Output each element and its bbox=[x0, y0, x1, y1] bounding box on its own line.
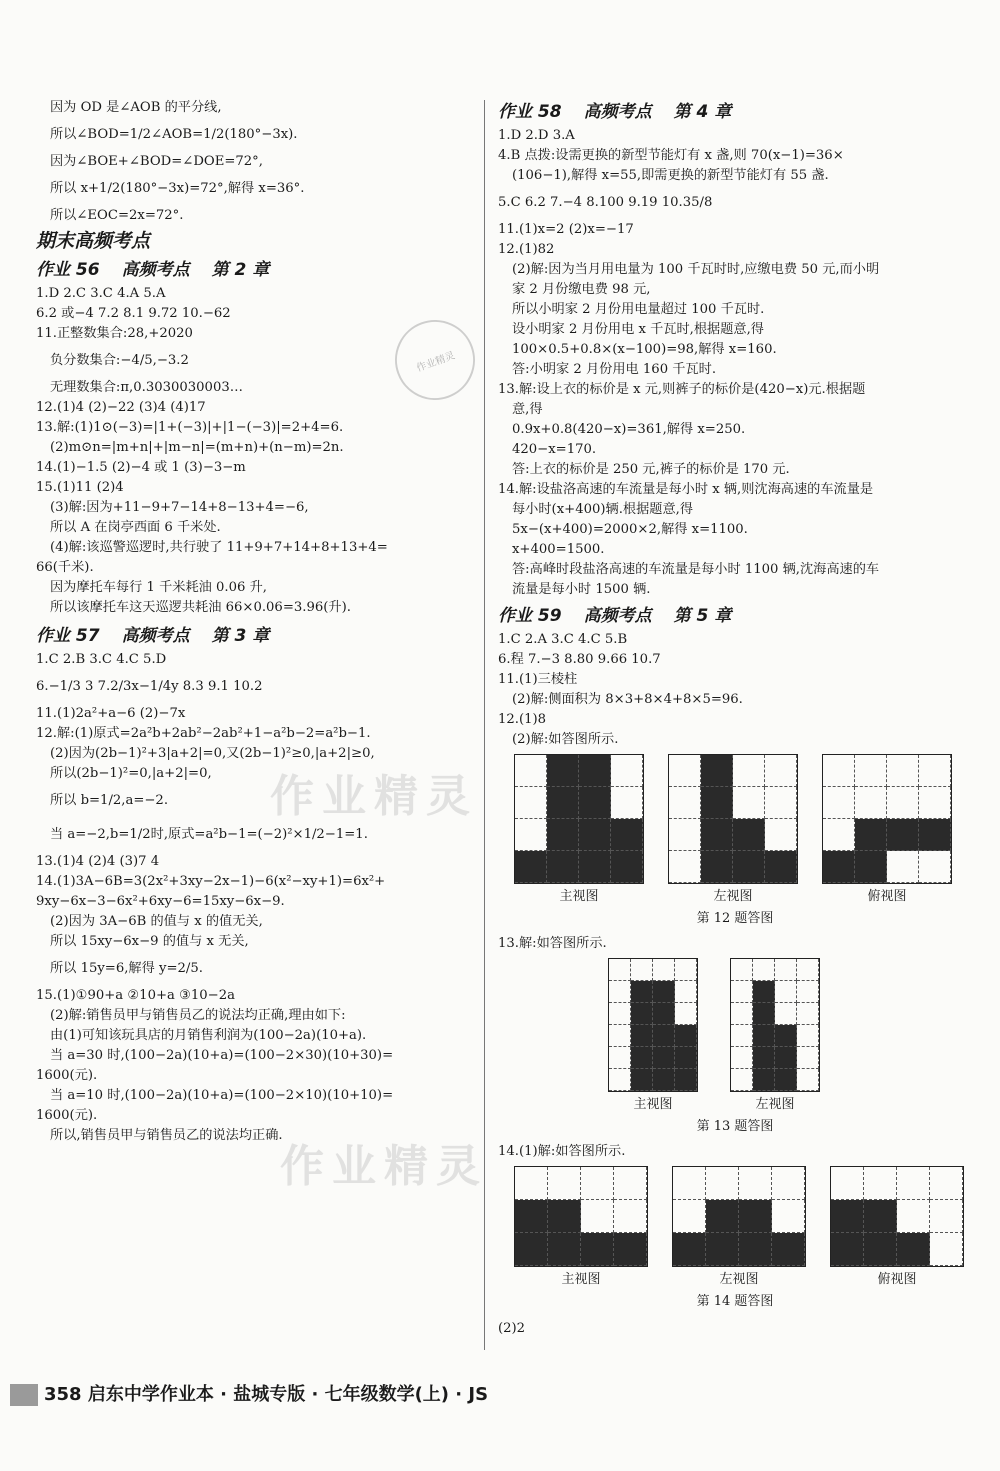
view-grid bbox=[608, 958, 698, 1092]
answer-line: 11.(1)三棱柱 bbox=[498, 672, 578, 687]
grid-cell bbox=[611, 755, 643, 787]
page-footer bbox=[0, 1378, 1000, 1412]
answer-line: 所以∠EOC=2x=72°. bbox=[50, 208, 184, 223]
answer-line: 13.(1)4 (2)4 (3)7 4 bbox=[36, 854, 160, 869]
answer-line: 所以该摩托车这天巡逻共耗油 66×0.06=3.96(升). bbox=[50, 600, 351, 615]
grid-cell bbox=[581, 1200, 614, 1233]
grid-cell bbox=[579, 755, 611, 787]
answer-line: 1.C 2.B 3.C 4.C 5.D bbox=[36, 652, 167, 667]
grid-cell bbox=[765, 787, 797, 819]
grid-cell bbox=[797, 1047, 819, 1069]
answer-line: 当 a=10 时,(100−2a)(10+a)=(100−2×10)(10+10)= bbox=[50, 1088, 394, 1103]
answer-line: 0.9x+0.8(420−x)=361,解得 x=250. bbox=[512, 422, 746, 437]
grid-cell bbox=[919, 851, 951, 883]
answer-line: 每小时(x+400)辆.根据题意,得 bbox=[512, 502, 694, 517]
grid-cell bbox=[887, 787, 919, 819]
grid-cell bbox=[739, 1233, 772, 1266]
q14-part2: (2)2 bbox=[498, 1321, 526, 1336]
header-part: 第 4 章 bbox=[673, 102, 732, 122]
view-figure bbox=[672, 1166, 806, 1289]
grid-cell bbox=[797, 959, 819, 981]
grid-cell bbox=[753, 1069, 775, 1091]
q13-line: 13.解:如答图所示. bbox=[498, 936, 607, 951]
grid-cell bbox=[823, 787, 855, 819]
grid-cell bbox=[673, 1167, 706, 1200]
view-label: 左视图 bbox=[719, 1272, 759, 1287]
grid-cell bbox=[797, 1069, 819, 1091]
grid-cell bbox=[930, 1233, 963, 1266]
answer-line: 答:小明家 2 月份用电 160 千瓦时. bbox=[512, 362, 717, 377]
answer-line: 设小明家 2 月份用电 x 千瓦时,根据题意,得 bbox=[512, 322, 764, 337]
column-divider bbox=[484, 100, 485, 1350]
answer-line: 所以(2b−1)²=0,|a+2|=0, bbox=[50, 766, 212, 781]
grid-cell bbox=[797, 981, 819, 1003]
answer-line: 14.解:设盐洛高速的车流量是每小时 x 辆,则沈海高速的车流量是 bbox=[498, 482, 874, 497]
answer-line: 6.−1/3 3 7.2/3x−1/4y 8.3 9.1 10.2 bbox=[36, 679, 263, 694]
figure-row bbox=[498, 754, 972, 906]
grid-cell bbox=[669, 819, 701, 851]
figure-caption: 第 13 题答图 bbox=[696, 1119, 774, 1134]
header-part: 第 3 章 bbox=[211, 626, 270, 646]
answer-line: 所以小明家 2 月份用电量超过 100 千瓦时. bbox=[512, 302, 765, 317]
grid-cell bbox=[609, 959, 631, 981]
grid-cell bbox=[631, 959, 653, 981]
grid-cell bbox=[611, 819, 643, 851]
view-grid bbox=[668, 754, 798, 884]
grid-cell bbox=[547, 819, 579, 851]
grid-cell bbox=[855, 851, 887, 883]
grid-cell bbox=[675, 959, 697, 981]
answer-line: 所以∠BOD=1/2∠AOB=1/2(180°−3x). bbox=[50, 127, 298, 142]
answer-line: (2)因为(2b−1)²+3|a+2|=0,又(2b−1)²≥0,|a+2|≥0, bbox=[50, 746, 375, 761]
grid-cell bbox=[930, 1167, 963, 1200]
answer-line: (2)因为 3A−6B 的值与 x 的值无关, bbox=[50, 914, 263, 929]
answer-line: (3)解:因为+11−9+7−14+8−13+4=−6, bbox=[50, 500, 309, 515]
grid-cell bbox=[765, 819, 797, 851]
answer-line: 当 a=30 时,(100−2a)(10+a)=(100−2×30)(10+30)= bbox=[50, 1048, 394, 1063]
grid-cell bbox=[675, 981, 697, 1003]
grid-cell bbox=[653, 1025, 675, 1047]
grid-cell bbox=[515, 1167, 548, 1200]
view-grid bbox=[822, 754, 952, 884]
answer-line: 12.(1)82 bbox=[498, 242, 555, 257]
grid-cell bbox=[611, 851, 643, 883]
view-label: 主视图 bbox=[561, 1272, 601, 1287]
answer-line: 11.(1)x=2 (2)x=−17 bbox=[498, 222, 634, 237]
answer-line: 所以 b=1/2,a=−2. bbox=[50, 793, 169, 808]
grid-cell bbox=[733, 787, 765, 819]
grid-cell bbox=[772, 1167, 805, 1200]
answer-line: 答:上衣的标价是 250 元,裤子的标价是 170 元. bbox=[512, 462, 790, 477]
answer-line: 13.解:设上衣的标价是 x 元,则裤子的标价是(420−x)元.根据题 bbox=[498, 382, 866, 397]
answer-line: 答:高峰时段盐洛高速的车流量是每小时 1100 辆,沈海高速的车 bbox=[512, 562, 880, 577]
answer-line: 12.(1)4 (2)−22 (3)4 (4)17 bbox=[36, 400, 206, 415]
grid-cell bbox=[701, 819, 733, 851]
header-part: 高频考点 bbox=[121, 626, 190, 646]
grid-cell bbox=[631, 1047, 653, 1069]
answer-line: x+400=1500. bbox=[512, 542, 605, 557]
grid-cell bbox=[581, 1233, 614, 1266]
q14-line: 14.(1)解:如答图所示. bbox=[498, 1144, 626, 1159]
grid-cell bbox=[823, 851, 855, 883]
answer-line: 所以 A 在岗亭西面 6 千米处. bbox=[50, 520, 221, 535]
grid-cell bbox=[614, 1200, 647, 1233]
answer-line: 4.B 点拨:设需更换的新型节能灯有 x 盏,则 70(x−1)=36× bbox=[498, 148, 844, 163]
grid-cell bbox=[765, 755, 797, 787]
grid-cell bbox=[733, 851, 765, 883]
answer-line: 1600(元). bbox=[36, 1108, 98, 1123]
view-grid bbox=[672, 1166, 806, 1267]
grid-cell bbox=[706, 1200, 739, 1233]
header-part: 作业 56 bbox=[36, 260, 100, 280]
homework-57 bbox=[36, 622, 472, 1146]
grid-cell bbox=[653, 959, 675, 981]
answer-line: 9xy−6x−3−6x²+6xy−6=15xy−6x−9. bbox=[36, 894, 285, 909]
answer-line: 家 2 月份缴电费 98 元, bbox=[512, 282, 651, 297]
grid-cell bbox=[614, 1233, 647, 1266]
homework-56 bbox=[36, 256, 472, 618]
view-grid bbox=[730, 958, 820, 1092]
grid-cell bbox=[515, 1200, 548, 1233]
grid-cell bbox=[701, 755, 733, 787]
answer-line: 100×0.5+0.8×(x−100)=98,解得 x=160. bbox=[512, 342, 777, 357]
grid-cell bbox=[609, 1025, 631, 1047]
answer-line: 420−x=170. bbox=[512, 442, 597, 457]
grid-cell bbox=[753, 959, 775, 981]
grid-cell bbox=[669, 755, 701, 787]
grid-cell bbox=[731, 1003, 753, 1025]
answer-line: 11.正整数集合:28,+2020 bbox=[36, 326, 193, 341]
grid-cell bbox=[515, 1233, 548, 1266]
grid-cell bbox=[653, 1069, 675, 1091]
grid-cell bbox=[701, 787, 733, 819]
grid-cell bbox=[675, 1047, 697, 1069]
grid-cell bbox=[579, 819, 611, 851]
grid-cell bbox=[631, 1069, 653, 1091]
answer-line: (2)解:侧面积为 8×3+8×4+8×5=96. bbox=[512, 692, 743, 707]
answer-line: 11.(1)2a²+a−6 (2)−7x bbox=[36, 706, 186, 721]
grid-cell bbox=[653, 1047, 675, 1069]
header-part: 第 2 章 bbox=[211, 260, 270, 280]
answer-line: 流量是每小时 1500 辆. bbox=[512, 582, 651, 597]
grid-cell bbox=[733, 819, 765, 851]
grid-cell bbox=[772, 1233, 805, 1266]
grid-cell bbox=[731, 1025, 753, 1047]
grid-cell bbox=[823, 819, 855, 851]
grid-cell bbox=[772, 1200, 805, 1233]
grid-cell bbox=[855, 819, 887, 851]
answer-line: (2)解:销售员甲与销售员乙的说法均正确,理由如下: bbox=[50, 1008, 346, 1023]
grid-cell bbox=[919, 787, 951, 819]
answer-line: 5.C 6.2 7.−4 8.100 9.19 10.35/8 bbox=[498, 195, 713, 210]
answer-line: (106−1),解得 x=55,即需更换的新型节能灯有 55 盏. bbox=[512, 168, 829, 183]
grid-cell bbox=[887, 755, 919, 787]
grid-cell bbox=[864, 1233, 897, 1266]
grid-cell bbox=[631, 1003, 653, 1025]
footer-bar bbox=[10, 1384, 38, 1406]
grid-cell bbox=[775, 1025, 797, 1047]
answer-line: 15.(1)①90+a ②10+a ③10−2a bbox=[36, 988, 235, 1003]
grid-cell bbox=[548, 1167, 581, 1200]
answer-line: 12.(1)8 bbox=[498, 712, 547, 727]
grid-cell bbox=[673, 1200, 706, 1233]
homework-59 bbox=[498, 602, 972, 750]
grid-cell bbox=[775, 1047, 797, 1069]
view-figure bbox=[822, 754, 952, 906]
grid-cell bbox=[673, 1233, 706, 1266]
answer-line: (4)解:该巡警巡逻时,共行驶了 11+9+7+14+8+13+4= bbox=[50, 540, 388, 555]
view-label: 左视图 bbox=[755, 1097, 795, 1112]
view-label: 俯视图 bbox=[867, 889, 907, 904]
grid-cell bbox=[887, 819, 919, 851]
view-grid bbox=[830, 1166, 964, 1267]
answer-line: 所以 x+1/2(180°−3x)=72°,解得 x=36°. bbox=[50, 181, 305, 196]
grid-cell bbox=[675, 1069, 697, 1091]
grid-cell bbox=[739, 1167, 772, 1200]
grid-cell bbox=[797, 1025, 819, 1047]
answer-line: 66(千米). bbox=[36, 560, 94, 575]
grid-cell bbox=[775, 959, 797, 981]
header-part: 作业 58 bbox=[498, 102, 562, 122]
answer-line: 所以 15xy−6x−9 的值与 x 无关, bbox=[50, 934, 249, 949]
grid-cell bbox=[930, 1200, 963, 1233]
grid-cell bbox=[887, 851, 919, 883]
homework-58-header bbox=[498, 98, 972, 126]
answer-line: 无理数集合:π,0.3030030003… bbox=[50, 380, 243, 395]
grid-cell bbox=[897, 1233, 930, 1266]
grid-cell bbox=[547, 755, 579, 787]
answer-line: 由(1)可知该玩具店的月销售利润为(100−2a)(10+a). bbox=[50, 1028, 367, 1043]
answer-line: 13.解:(1)1⊙(−3)=|1+(−3)|+|1−(−3)|=2+4=6. bbox=[36, 420, 344, 435]
grid-cell bbox=[864, 1200, 897, 1233]
figure-q13 bbox=[498, 958, 972, 1138]
grid-cell bbox=[775, 981, 797, 1003]
grid-cell bbox=[609, 1003, 631, 1025]
grid-cell bbox=[609, 1069, 631, 1091]
answer-line: 因为∠BOE+∠BOD=∠DOE=72°, bbox=[50, 154, 263, 169]
homework-58 bbox=[498, 98, 972, 600]
answer-line: 1600(元). bbox=[36, 1068, 98, 1083]
grid-cell bbox=[823, 755, 855, 787]
answer-line: 所以 15y=6,解得 y=2/5. bbox=[50, 961, 203, 976]
view-figure bbox=[514, 754, 644, 906]
grid-cell bbox=[614, 1167, 647, 1200]
view-label: 俯视图 bbox=[877, 1272, 917, 1287]
view-figure bbox=[514, 1166, 648, 1289]
grid-cell bbox=[731, 1047, 753, 1069]
grid-cell bbox=[609, 981, 631, 1003]
view-label: 左视图 bbox=[713, 889, 753, 904]
grid-cell bbox=[631, 981, 653, 1003]
grid-cell bbox=[701, 851, 733, 883]
grid-cell bbox=[548, 1200, 581, 1233]
homework-56-header bbox=[36, 256, 472, 284]
stamp-seal: 作业精灵 bbox=[384, 309, 487, 412]
answer-line: 1.C 2.A 3.C 4.C 5.B bbox=[498, 632, 628, 647]
header-part: 作业 59 bbox=[498, 606, 562, 626]
figure-row bbox=[498, 958, 972, 1114]
grid-cell bbox=[731, 959, 753, 981]
grid-cell bbox=[581, 1167, 614, 1200]
footer-text: 358 启东中学作业本 · 盐城专版 · 七年级数学(上) · JS bbox=[44, 1384, 489, 1405]
grid-cell bbox=[669, 787, 701, 819]
answer-line: 因为摩托车每行 1 千米耗油 0.06 升, bbox=[50, 580, 267, 595]
answer-line: 1.D 2.C 3.C 4.A 5.A bbox=[36, 286, 166, 301]
grid-cell bbox=[733, 755, 765, 787]
header-part: 作业 57 bbox=[36, 626, 100, 646]
grid-cell bbox=[765, 851, 797, 883]
figure-caption: 第 14 题答图 bbox=[696, 1294, 774, 1309]
header-part: 高频考点 bbox=[121, 260, 190, 280]
grid-cell bbox=[548, 1233, 581, 1266]
section-title: 期末高频考点 bbox=[36, 230, 151, 252]
view-label: 主视图 bbox=[559, 889, 599, 904]
answer-line: 所以,销售员甲与销售员乙的说法均正确. bbox=[50, 1128, 283, 1143]
grid-cell bbox=[831, 1200, 864, 1233]
view-label: 主视图 bbox=[633, 1097, 673, 1112]
watermark: 作业精灵 bbox=[280, 1141, 488, 1192]
grid-cell bbox=[631, 1025, 653, 1047]
view-grid bbox=[514, 1166, 648, 1267]
watermark: 作业精灵 bbox=[270, 771, 478, 822]
grid-cell bbox=[775, 1003, 797, 1025]
grid-cell bbox=[547, 851, 579, 883]
view-figure bbox=[668, 754, 798, 906]
answer-line: (2)解:如答图所示. bbox=[512, 732, 619, 747]
left-column bbox=[36, 98, 472, 1146]
homework-57-header bbox=[36, 622, 472, 650]
grid-cell bbox=[797, 1003, 819, 1025]
grid-cell bbox=[547, 787, 579, 819]
view-figure bbox=[730, 958, 820, 1114]
grid-cell bbox=[653, 981, 675, 1003]
homework-59-header bbox=[498, 602, 972, 630]
answer-line: 14.(1)−1.5 (2)−4 或 1 (3)−3−m bbox=[36, 460, 246, 475]
answer-line: (2)解:因为当月用电量为 100 千瓦时时,应缴电费 50 元,而小明 bbox=[512, 262, 880, 277]
grid-cell bbox=[515, 755, 547, 787]
grid-cell bbox=[855, 787, 887, 819]
view-grid bbox=[514, 754, 644, 884]
grid-cell bbox=[515, 851, 547, 883]
grid-cell bbox=[855, 755, 887, 787]
answer-line: 1.D 2.D 3.A bbox=[498, 128, 575, 143]
answer-line: 12.解:(1)原式=2a²b+2ab²−2ab²+1−a²b−2=a²b−1. bbox=[36, 726, 371, 741]
grid-cell bbox=[675, 1003, 697, 1025]
grid-cell bbox=[611, 787, 643, 819]
header-part: 高频考点 bbox=[583, 102, 652, 122]
grid-cell bbox=[653, 1003, 675, 1025]
grid-cell bbox=[739, 1200, 772, 1233]
header-part: 高频考点 bbox=[583, 606, 652, 626]
header-part: 第 5 章 bbox=[673, 606, 732, 626]
answer-line: 当 a=−2,b=1/2时,原式=a²b−1=(−2)²×1/2−1=1. bbox=[50, 827, 368, 842]
grid-cell bbox=[897, 1167, 930, 1200]
grid-cell bbox=[753, 1047, 775, 1069]
grid-cell bbox=[731, 1069, 753, 1091]
answer-line: 14.(1)3A−6B=3(2x²+3xy−2x−1)−6(x²−xy+1)=6x²+ bbox=[36, 874, 386, 889]
grid-cell bbox=[919, 755, 951, 787]
answer-line: 6.程 7.−3 8.80 9.66 10.7 bbox=[498, 652, 661, 667]
view-figure bbox=[608, 958, 698, 1114]
grid-cell bbox=[579, 787, 611, 819]
grid-cell bbox=[831, 1167, 864, 1200]
answer-line: 5x−(x+400)=2000×2,解得 x=1100. bbox=[512, 522, 748, 537]
grid-cell bbox=[897, 1200, 930, 1233]
grid-cell bbox=[753, 1003, 775, 1025]
grid-cell bbox=[706, 1167, 739, 1200]
figure-q14 bbox=[498, 1166, 972, 1313]
figure-q12 bbox=[498, 754, 972, 930]
grid-cell bbox=[515, 819, 547, 851]
grid-cell bbox=[579, 851, 611, 883]
grid-cell bbox=[669, 851, 701, 883]
grid-cell bbox=[675, 1025, 697, 1047]
answer-line: (2)m⊙n=|m+n|+|m−n|=(m+n)+(n−m)=2n. bbox=[50, 440, 344, 455]
answer-line: 6.2 或−4 7.2 8.1 9.72 10.−62 bbox=[36, 306, 231, 321]
grid-cell bbox=[609, 1047, 631, 1069]
grid-cell bbox=[515, 787, 547, 819]
answer-line: 因为 OD 是∠AOB 的平分线, bbox=[50, 100, 222, 115]
grid-cell bbox=[753, 981, 775, 1003]
figure-caption: 第 12 题答图 bbox=[696, 911, 774, 926]
answer-line: 意,得 bbox=[512, 402, 543, 417]
answer-line: 15.(1)11 (2)4 bbox=[36, 480, 124, 495]
grid-cell bbox=[706, 1233, 739, 1266]
grid-cell bbox=[864, 1167, 897, 1200]
grid-cell bbox=[831, 1233, 864, 1266]
view-figure bbox=[830, 1166, 964, 1289]
answer-line: 负分数集合:−4/5,−3.2 bbox=[50, 353, 189, 368]
grid-cell bbox=[753, 1025, 775, 1047]
grid-cell bbox=[731, 981, 753, 1003]
continued-solution bbox=[36, 98, 472, 226]
grid-cell bbox=[919, 819, 951, 851]
figure-row bbox=[498, 1166, 972, 1289]
right-column bbox=[498, 98, 972, 1339]
grid-cell bbox=[775, 1069, 797, 1091]
